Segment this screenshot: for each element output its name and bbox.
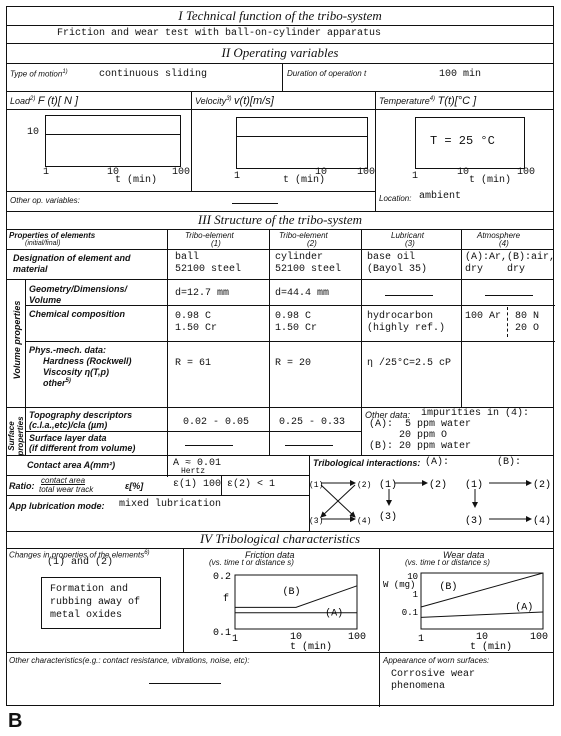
designation-4b: (B):air, dry	[507, 252, 556, 275]
wear-x-tick-1: 1	[417, 634, 425, 645]
hardness-1: R = 61	[175, 358, 212, 369]
motion-value: continuous sliding	[99, 69, 208, 80]
load-chart	[45, 115, 181, 167]
load-expression: F (t)[ N ]	[37, 95, 79, 107]
other-op-variables-label: Other op. variables:	[10, 196, 80, 205]
geometry-4-blank	[485, 295, 533, 296]
interactions-a-label: (A):	[425, 457, 450, 468]
changes-items: (1) and (2)	[47, 557, 114, 568]
node-b-4: (4)	[533, 516, 552, 527]
friction-chart	[183, 567, 379, 651]
col-tribo-1: Tribo-element	[185, 231, 234, 240]
interactions-diagram	[309, 467, 555, 531]
velocity-footnote: 3)	[226, 96, 232, 102]
changes-label: Changes in properties of the elements	[9, 550, 145, 560]
velocity-axis-tick-10: 10	[315, 167, 328, 178]
series-label-a: (A)	[515, 602, 534, 614]
node-b-1: (1)	[465, 480, 484, 491]
phys-label: Phys.-mech. data:	[29, 345, 107, 355]
surface-layer-1-blank	[185, 445, 233, 446]
wear-x-tick-10: 10	[475, 632, 489, 643]
geometry-1: d=12.7 mm	[175, 288, 230, 299]
ratio-epsilon: ε[%]	[125, 481, 144, 491]
chemical-1: 0.98 C 1.50 Cr	[175, 311, 218, 334]
other-op-variables-blank	[232, 203, 278, 204]
series-label-b: (B)	[282, 586, 301, 598]
node-4: (4)	[357, 517, 372, 526]
viscosity-label: Viscosity η(T,p)	[43, 367, 110, 377]
appearance-value: Corrosive wear phenomena	[391, 669, 476, 692]
other-data: impurities in (4): (A): 5 ppm water 20 ppm O (B): 20 ppm water	[369, 408, 530, 452]
location-label: Location:	[379, 194, 412, 203]
other-characteristics-label: Other characteristics(e.g.: contact resistance, vibrations, noise, etc):	[9, 656, 250, 665]
appearance-label: Appearance of worn surfaces:	[383, 656, 490, 665]
interactions-label: Tribological interactions:	[313, 458, 421, 468]
friction-x-label: t (min)	[289, 642, 333, 651]
col-lubricant-num: (3)	[405, 239, 415, 248]
motion-label: Type of motion	[10, 69, 63, 79]
friction-subtitle: (vs. time t or distance s)	[209, 558, 294, 567]
col-atmosphere: Atmosphere	[477, 231, 521, 240]
friction-x-tick-10: 10	[289, 632, 303, 643]
friction-y-tick-0: 0.2	[212, 572, 231, 583]
wear-y-label-w: W (mg)	[383, 580, 416, 590]
node-a-1: (1)	[379, 480, 398, 491]
wear-y-tick-1: 1	[412, 590, 418, 600]
velocity-axis-label: t (min)	[283, 175, 326, 186]
col-lubricant: Lubricant	[391, 231, 424, 240]
temp-axis-tick-1: 1	[412, 171, 419, 182]
duration-value: 100 min	[439, 69, 482, 80]
contact-area-value: A ≈ 0.01	[173, 458, 222, 469]
friction-title: Friction data	[245, 550, 295, 560]
col-atmosphere-num: (4)	[499, 239, 509, 248]
friction-y-tick-1: 0.1	[212, 628, 231, 639]
load-footnote: 2)	[30, 96, 36, 102]
load-tick: 10	[27, 127, 40, 138]
friction-plot-frame	[235, 575, 357, 629]
other-phys-label: other	[43, 378, 66, 388]
section-1-title: I Technical function of the tribo-system	[178, 8, 382, 23]
wear-y-tick-2: 0.1	[401, 608, 418, 618]
topography-1: 0.02 - 0.05	[183, 417, 250, 428]
col-properties-sub: (initial/final)	[25, 240, 61, 247]
changes-box-text: Formation and rubbing away of metal oxides	[50, 584, 141, 621]
lubrication-mode-label: App lubrication mode:	[9, 501, 105, 511]
contact-area-sub: Hertz	[181, 467, 206, 476]
surface-layer-2-blank	[285, 445, 333, 446]
node-b-3: (3)	[465, 516, 484, 527]
friction-x-tick-100: 100	[347, 632, 367, 643]
section-4-title: IV Tribological characteristics	[199, 531, 361, 546]
chemical-4b: 80 N 20 O	[515, 311, 540, 334]
velocity-axis-tick-100: 100	[357, 167, 376, 178]
node-b-2: (2)	[533, 480, 552, 491]
load-axis-tick-1: 1	[43, 167, 50, 178]
hardness-2: R = 20	[275, 358, 312, 369]
surface-properties-label: Surface properties	[7, 416, 25, 456]
designation-2: cylinder 52100 steel	[275, 252, 342, 275]
changes-footnote: 6)	[144, 550, 150, 556]
hardness-label: Hardness (Rockwell)	[43, 356, 132, 366]
velocity-axis-tick-1: 1	[234, 171, 241, 182]
form-sheet	[6, 6, 554, 706]
ratio-denominator: total wear track	[39, 485, 94, 494]
section-3-title: III Structure of the tribo-system	[197, 212, 363, 227]
node-1: (1)	[309, 481, 324, 490]
other-phys-footnote: 5)	[65, 378, 71, 384]
velocity-chart	[236, 117, 368, 169]
wear-x-tick-100: 100	[529, 632, 549, 643]
geometry-label: Geometry/Dimensions/ Volume	[29, 284, 128, 305]
epsilon-1: ε(1) 100	[173, 479, 222, 490]
designation-1: ball 52100 steel	[175, 252, 242, 275]
other-data-label: Other data:	[365, 410, 411, 420]
designation-3: base oil (Bayol 35)	[367, 252, 428, 275]
load-axis-label: t (min)	[115, 175, 158, 186]
load-axis-tick-10: 10	[107, 167, 120, 178]
wear-x-label: t (min)	[469, 642, 513, 651]
node-a-2: (2)	[429, 480, 448, 491]
volume-properties-label: Volume properties	[12, 300, 22, 380]
friction-x-tick-1: 1	[231, 634, 239, 645]
viscosity-3: η /25°C=2.5 cP	[367, 358, 452, 369]
temperature-label: Temperature	[379, 96, 430, 106]
node-a-3: (3)	[379, 512, 398, 523]
epsilon-2: ε(2) < 1	[227, 479, 276, 490]
friction-y-label: f	[222, 594, 229, 605]
velocity-expression: v(t)[m/s]	[234, 95, 274, 107]
chemical-label: Chemical composition	[29, 309, 126, 319]
geometry-2: d=44.4 mm	[275, 288, 330, 299]
lubrication-mode-value: mixed lubrication	[119, 499, 222, 510]
chemical-4a: 100 Ar	[465, 311, 502, 322]
temp-axis-tick-10: 10	[457, 167, 470, 178]
other-characteristics-blank	[149, 683, 221, 684]
col-tribo-2: Tribo-element	[279, 231, 328, 240]
wear-chart	[379, 567, 555, 651]
load-label: Load	[10, 96, 31, 106]
wear-title: Wear data	[443, 550, 485, 560]
wear-y-tick-0: 10	[407, 572, 418, 582]
topography-2: 0.25 - 0.33	[279, 417, 346, 428]
temperature-chart	[415, 117, 525, 169]
series-label-a: (A)	[325, 608, 344, 620]
contact-area-label: Contact area A(mm²)	[27, 460, 116, 470]
surface-layer-label: Surface layer data (if different from volume)	[29, 433, 136, 453]
chemical-3: hydrocarbon (highly ref.)	[367, 311, 446, 334]
section-2-title: II Operating variables	[221, 45, 339, 60]
node-3: (3)	[309, 517, 324, 526]
interactions-b-label: (B):	[497, 457, 522, 468]
temperature-expression: T(t)[°C ]	[437, 95, 477, 107]
temperature-value: T = 25 °C	[430, 134, 495, 148]
geometry-3-blank	[385, 295, 433, 296]
ratio-numerator: contact area	[41, 476, 86, 485]
velocity-label: Velocity	[195, 96, 227, 106]
location-value: ambient	[419, 191, 462, 202]
chemical-2: 0.98 C 1.50 Cr	[275, 311, 318, 334]
duration-label: Duration of operation t	[287, 69, 367, 78]
col-tribo-1-num: (1)	[211, 239, 221, 248]
designation-label: Designation of element and material	[13, 253, 131, 274]
temp-axis-tick-100: 100	[517, 167, 536, 178]
col-tribo-2-num: (2)	[307, 239, 317, 248]
designation-4a: (A):Ar, dry	[465, 252, 508, 275]
temp-axis-label: t (min)	[469, 175, 512, 186]
series-label-b: (B)	[439, 582, 458, 594]
col-properties: Properties of elements	[9, 231, 96, 240]
node-2: (2)	[357, 481, 372, 490]
temperature-footnote: 4)	[429, 96, 436, 102]
load-axis-tick-100: 100	[172, 167, 191, 178]
wear-subtitle: (vs. time t or distance s)	[405, 558, 490, 567]
technical-function: Friction and wear test with ball-on-cylinder apparatus	[57, 28, 382, 39]
changes-box	[41, 577, 161, 629]
motion-footnote: 1)	[62, 69, 68, 75]
topography-label: Topography descriptors (c.l.a.,etc)/cla (µm)	[29, 410, 133, 430]
figure-letter: B	[8, 710, 23, 732]
ratio-label: Ratio:	[9, 481, 35, 491]
